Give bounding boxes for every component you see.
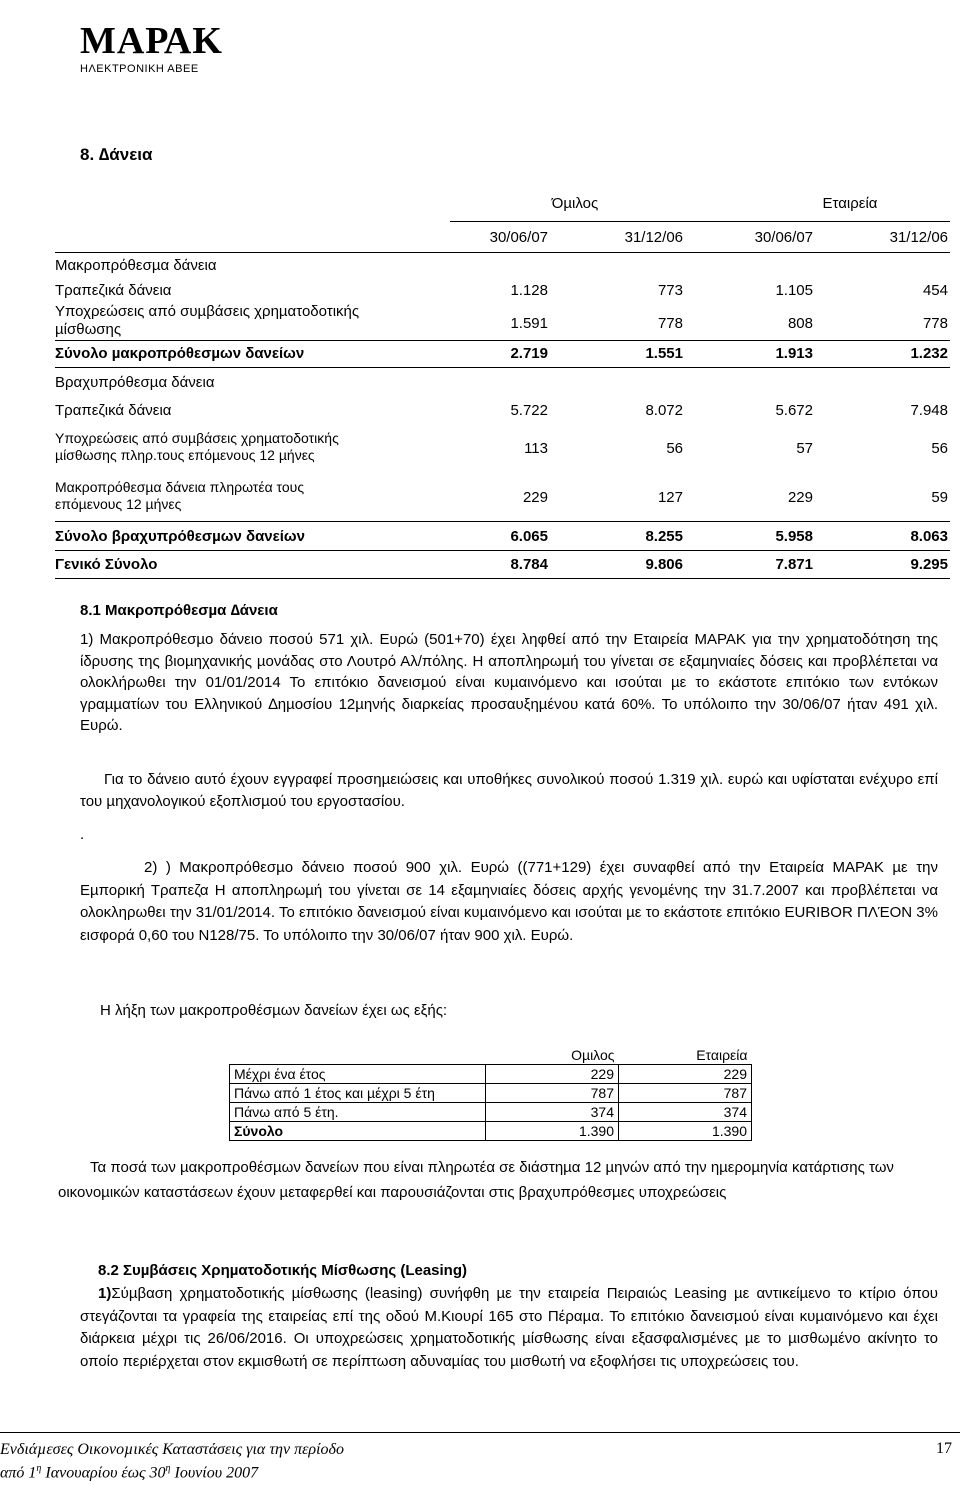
cell-value: 57 [796, 440, 813, 457]
table-rule [55, 521, 950, 522]
row-label: Σύνολο [230, 1122, 486, 1141]
cell-value: 8.072 [645, 402, 683, 419]
cell-value: 229 [787, 489, 813, 506]
cell-value: 8.063 [910, 528, 948, 545]
table-header-row [230, 1046, 752, 1065]
cell-value: 374 [486, 1103, 619, 1122]
cell-value: 773 [657, 282, 683, 299]
cell-value: 7.948 [910, 402, 948, 419]
cell-value: 1.591 [510, 315, 548, 332]
cell-value: 787 [619, 1084, 752, 1103]
company-subtitle: ΗΛΕΚΤΡΟΝΙΚΗ ΑΒΕΕ [80, 63, 199, 75]
row-label: Τραπεζικά δάνεια [55, 282, 172, 299]
table-rule [55, 550, 950, 551]
cell-value: 8.255 [645, 528, 683, 545]
leasing-text: Σύµβαση χρηµατοδοτικής µίσθωσης (leasing) συνήφθη µε την εταιρεία Πειραιώς Leasing µε αντικείµενο το κτίριο όπου στεγάζονται τα γραφεία της εταιρείας επί της οδού Μ.Κιουρί 165 στο Πέραµα. Το επιτόκιο δανεισµού είναι κυµαινόµενο και έχει διάρκεια µέχρι τις 26/06/2016. Οι υποχρεώσεις χρηµατοδοτικής µίσθωσης είναι εξασφαλισµένες µε το µισθωµένο ακίνητο το οποίο περιέρχεται στον εκµισθωτή σε περίπτωση αδυναµίας του µισθωτή να εξοφλήσει τις υποχρεώσεις του. [80, 1285, 938, 1370]
row-label: Μέχρι ένα έτος [230, 1065, 486, 1084]
cell-value: 787 [486, 1084, 619, 1103]
separator-dot: . [80, 826, 85, 843]
cell-value: 56 [666, 440, 683, 457]
cell-value: 229 [486, 1065, 619, 1084]
table-rule [55, 252, 950, 253]
cell-value: 1.913 [775, 345, 813, 362]
footer-period-line2 [0, 1463, 258, 1482]
cell-value: 1.390 [619, 1122, 752, 1141]
row-label: Πάνω από 1 έτος και µέχρι 5 έτη [230, 1084, 486, 1103]
footer-text: από 1 [0, 1464, 37, 1482]
date-header-2: 31/12/06 [624, 229, 683, 246]
cell-value: 113 [524, 440, 548, 457]
row-label: Μακροπρόθεσµα δάνεια [55, 257, 217, 274]
cell-value: 59 [931, 489, 948, 506]
cell-value: 1.232 [910, 345, 948, 362]
row-label: Υποχρεώσεις από συµβάσεις χρηµατοδοτικής [55, 303, 360, 320]
cell-value: 5.722 [510, 402, 548, 419]
subsection-title-8-2: 8.2 Συµβάσεις Χρηµατοδοτικής Μίσθωσης (Leasing) [98, 1262, 468, 1279]
list-marker: 1) [98, 1285, 112, 1302]
row-label: Υποχρεώσεις από συµβάσεις χρηµατοδοτικής [55, 430, 339, 446]
maturity-table [229, 1046, 752, 1141]
table-rule [55, 367, 950, 368]
section-title: 8. ∆άνεια [80, 145, 153, 164]
footer-period-line1: Ενδιάµεσες Οικονοµικές Καταστάσεις για την περίοδο [0, 1441, 344, 1458]
group-header-company: Εταιρεία [822, 195, 878, 212]
loan-1-paragraph: 1) Μακροπρόθεσµο δάνειο ποσού 571 χιλ. Ευρώ (501+70) έχει ληφθεί από την Εταιρεία ΜΑΡΑΚ για την χρηµατοδότηση της ίδρυσης της βιοµηχανικής µονάδας στο Λουτρό Αλ/πόλης. Η αποπληρωµή του γίνεται σε εξαµηνιαίες δόσεις και προβλέπεται να ολοκλήρωθει την 01/01/2014 Το επιτόκιο δανεισµού είναι κυµαινόµενο και ισούται µε το εκάστοτε επιτόκιο των εντόκων γραµµατίων του Ελληνικού ∆ηµοσίου 12µηνής διαρκείας προσαυξηµένου κατά 60%. Το υπόλοιπο την 30/06/07 ήταν 491 χιλ. Ευρώ. [80, 631, 938, 734]
row-label: Σύνολο βραχυπρόθεσµων δανείων [55, 528, 305, 545]
row-label: Πάνω από 5 έτη. [230, 1103, 486, 1122]
cell-value: 127 [657, 489, 683, 506]
footer-divider [0, 1432, 960, 1433]
short-term-transfer-note: Τα ποσά των µακροπροθέσµων δανείων που είναι πληρωτέα σε διάστηµα 12 µηνών από την ηµεροµηνία κατάρτισης των οικονοµικών καταστάσεων έχουν µεταφερθεί και παρουσιάζονται στις βραχυπρόθεσµες υποχρεώσεις [58, 1159, 894, 1201]
row-label: Γενικό Σύνολο [55, 556, 158, 573]
leasing-paragraph [80, 1283, 938, 1373]
table-row [230, 1065, 752, 1084]
table-rule [55, 340, 950, 341]
cell-value: 374 [619, 1103, 752, 1122]
footer-sup: η [36, 1463, 42, 1474]
group-header-group: Όµιλος [551, 195, 599, 212]
cell-value: 454 [922, 282, 948, 299]
collateral-paragraph: Για το δάνειο αυτό έχουν εγγραφεί προσηµειώσεις και υποθήκες συνολικού ποσού 1.319 χιλ. ευρώ και υφίσταται ενέχυρο επί του µηχανολογικού εξοπλισµού του εργοστασίου. [80, 771, 938, 810]
cell-value: 808 [787, 315, 813, 332]
footer-text: Ιουνίου 2007 [170, 1464, 259, 1482]
cell-value: 5.958 [775, 528, 813, 545]
table-row [230, 1103, 752, 1122]
date-header-4: 31/12/06 [889, 229, 948, 246]
table-row [230, 1084, 752, 1103]
column-header: Οµιλος [486, 1046, 619, 1065]
table-row [230, 1122, 752, 1141]
row-label: µίσθωσης πληρ.τους επόµενους 12 µήνες [55, 447, 315, 463]
company-logo: ΜΑΡΑΚ [80, 20, 223, 62]
cell-value: 229 [522, 489, 548, 506]
cell-value: 7.871 [775, 556, 813, 573]
row-label: επόµενους 12 µήνες [55, 496, 182, 512]
cell-value: 9.806 [645, 556, 683, 573]
cell-value: 778 [922, 315, 948, 332]
cell-value: 9.295 [910, 556, 948, 573]
row-label: Μακροπρόθεσµα δάνεια πληρωτέα τους [55, 479, 305, 495]
footer-sup: η [165, 1463, 171, 1474]
loan-2-paragraph: 2) ) Μακροπρόθεσµο δάνειο ποσού 900 χιλ. Ευρώ ((771+129) έχει συναφθεί από την Εταιρεία ΜΑΡΑΚ µε την Εµπορική Τραπεζα Η αποπληρωµή του γίνεται σε 14 εξαµηνιαίες δόσεις αρχής γενοµένης την 31.7.2007 και προβλέπεται να ολοκληρωθει την 31/01/2014. Το επιτόκιο δανεισµού είναι κυµαινόµενο και ισούται µε το εκάστοτε επιτόκιο EURIBOR ΠΛΈΟΝ 3% εισφορά 0,60 του Ν128/75. Το υπόλοιπο την 30/06/07 ήταν 900 χιλ. Ευρώ. [80, 859, 938, 944]
table-rule [450, 221, 950, 222]
cell-value: 56 [931, 440, 948, 457]
page-number: 17 [936, 1440, 952, 1457]
footer-text: Ιανουαρίου έως 30 [41, 1464, 166, 1482]
cell-value: 778 [657, 315, 683, 332]
cell-value: 1.128 [510, 282, 548, 299]
cell-value: 5.672 [775, 402, 813, 419]
table-rule [55, 578, 950, 579]
cell-value: 1.105 [775, 282, 813, 299]
cell-value: 229 [619, 1065, 752, 1084]
cell-value: 1.551 [645, 345, 683, 362]
date-header-1: 30/06/07 [489, 229, 548, 246]
column-header: Εταιρεία [619, 1046, 752, 1065]
cell-value: 2.719 [510, 345, 548, 362]
cell-value: 1.390 [486, 1122, 619, 1141]
row-label: Τραπεζικά δάνεια [55, 402, 172, 419]
row-label: µίσθωσης [55, 321, 122, 338]
subsection-title-8-1: 8.1 Μακροπρόθεσµα ∆άνεια [80, 602, 278, 619]
row-label: Βραχυπρόθεσµα δάνεια [55, 374, 215, 391]
row-label: Σύνολο µακροπρόθεσµων δανείων [55, 345, 305, 362]
maturity-intro: Η λήξη των µακροπροθέσµων δανείων έχει ως εξής: [100, 1002, 448, 1019]
cell-value: 6.065 [510, 528, 548, 545]
cell-value: 8.784 [510, 556, 548, 573]
date-header-3: 30/06/07 [754, 229, 813, 246]
